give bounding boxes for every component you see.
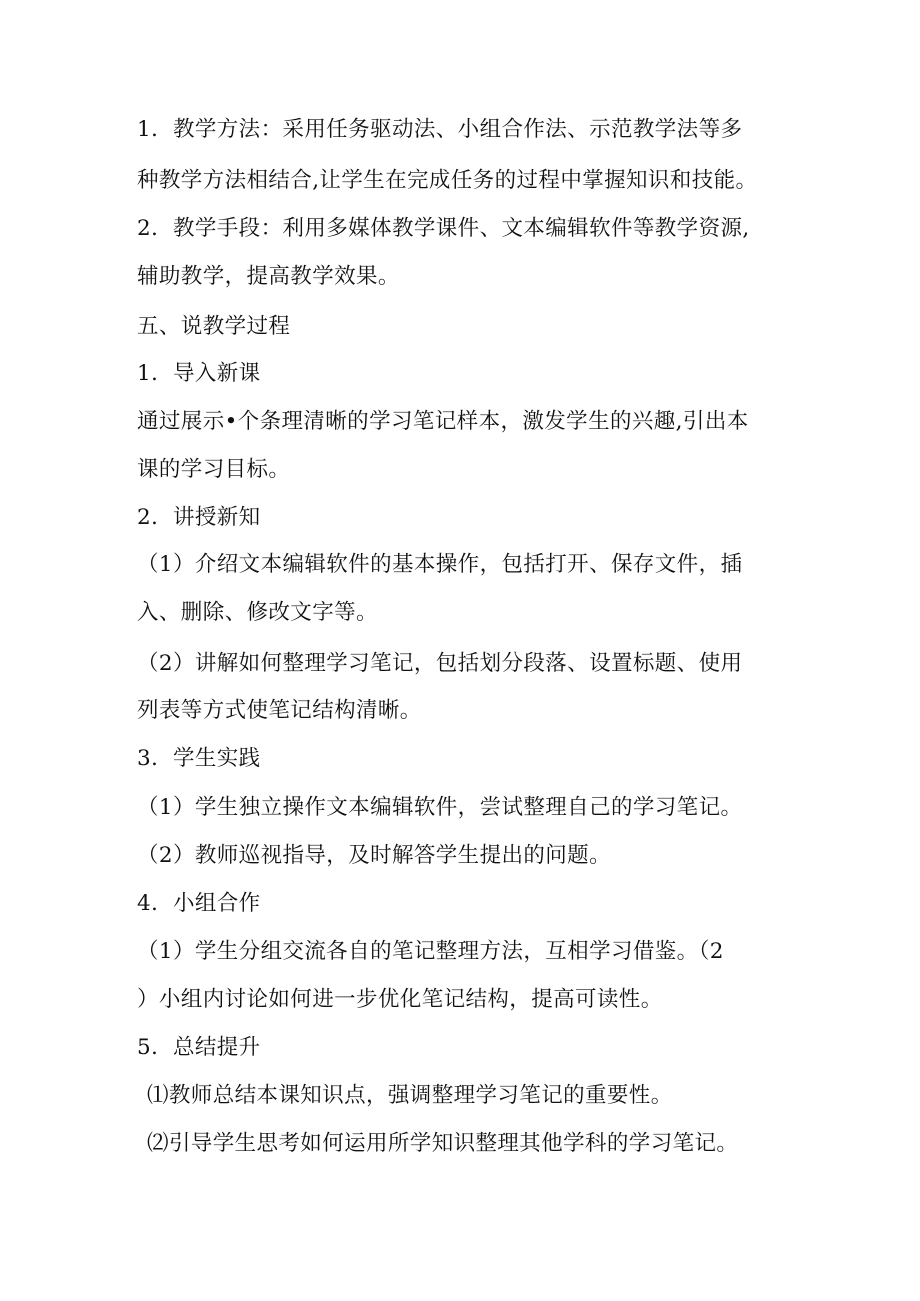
new-knowledge-item-2-line-1: （2）讲解如何整理学习笔记，包括划分段落、设置标题、使用 [137,651,743,676]
introduction-line-2: 课的学习目标。 [137,457,291,482]
step-heading-summary: 5．总结提升 [137,1035,261,1060]
summary-item-2: ⑵引导学生思考如何运用所学知识整理其他学科的学习笔记。 [147,1131,739,1156]
new-knowledge-item-2-line-2: 列表等方式使笔记结构清晰。 [137,698,422,723]
new-knowledge-item-1-line-1: （1）介绍文本编辑软件的基本操作，包括打开、保存文件，插 [137,552,743,577]
teaching-methods-line-1: 1．教学方法：采用任务驱动法、小组合作法、示范教学法等多 [137,117,743,142]
step-heading-new-knowledge: 2．讲授新知 [137,505,261,530]
teaching-methods-line-2: 种教学方法相结合,让学生在完成任务的过程中掌握知识和技能。 [137,168,758,193]
section-heading-teaching-process: 五、说教学过程 [137,314,291,339]
group-work-line-1: （1）学生分组交流各自的笔记整理方法，互相学习借鉴。（2 [137,939,724,964]
new-knowledge-item-1-line-2: 入、删除、修改文字等。 [137,600,378,625]
summary-item-1: ⑴教师总结本课知识点，强调整理学习笔记的重要性。 [147,1083,673,1108]
introduction-line-1: 通过展示•个条理清晰的学习笔记样本，激发学生的兴趣,引出本 [137,409,749,434]
step-heading-practice: 3．学生实践 [137,746,261,771]
practice-item-2: （2）教师巡视指导，及时解答学生提出的问题。 [137,843,611,868]
step-heading-group-work: 4．小组合作 [137,891,261,916]
teaching-means-line-2: 辅助教学，提高教学效果。 [137,264,400,289]
practice-item-1: （1）学生独立操作文本编辑软件，尝试整理自己的学习笔记。 [137,795,743,820]
step-heading-introduction: 1．导入新课 [137,361,261,386]
teaching-means-line-1: 2．教学手段：利用多媒体教学课件、文本编辑软件等教学资源, [137,216,750,241]
group-work-line-2: ）小组内讨论如何进一步优化笔记结构，提高可读性。 [137,987,663,1012]
